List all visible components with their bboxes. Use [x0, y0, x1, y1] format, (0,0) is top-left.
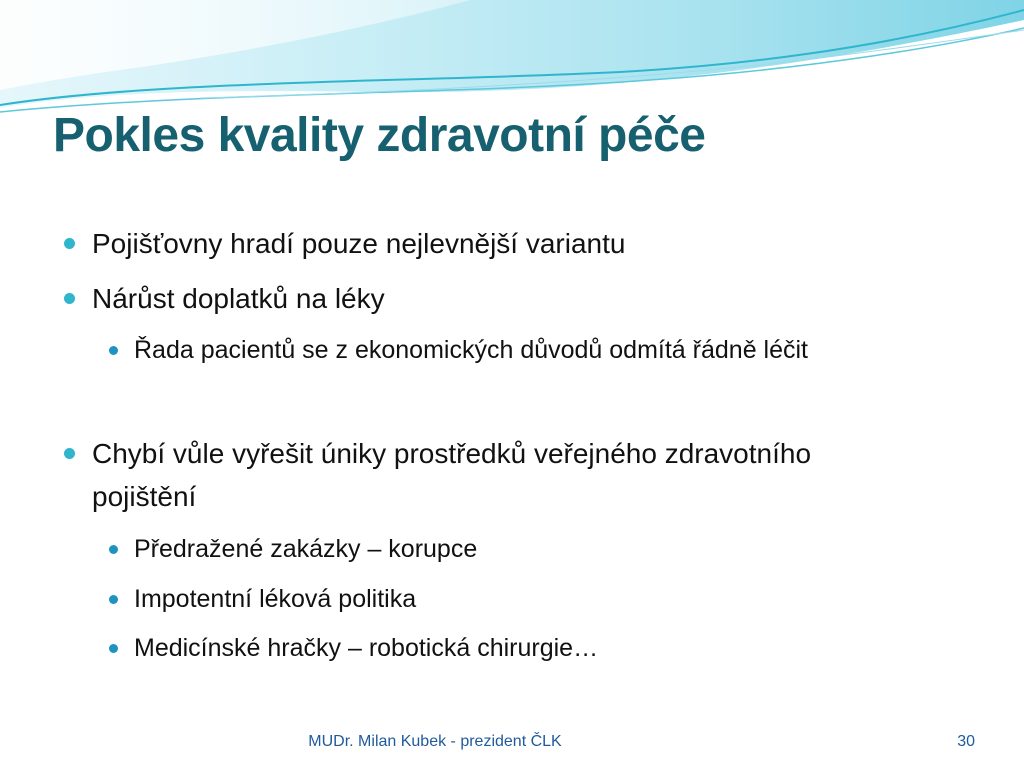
bullet-item: Chybí vůle vyřešit úniky prostředků veřejného zdravotního: [92, 438, 812, 469]
sub-bullet-item: Předražené zakázky – korupce: [134, 535, 478, 563]
page-number: 30: [957, 733, 975, 750]
sub-bullet-dot-icon: [109, 595, 118, 604]
footer-author: MUDr. Milan Kubek - prezident ČLK: [308, 733, 562, 750]
sub-bullet-item: Impotentní léková politika: [134, 585, 417, 613]
sub-bullet-dot-icon: [109, 545, 118, 554]
bullet-item-continuation: pojištění: [92, 481, 197, 512]
bullet-dot-icon: [64, 448, 75, 459]
bullet-dot-icon: [64, 238, 75, 249]
bullet-item: Nárůst doplatků na léky: [92, 283, 385, 314]
bullet-item: Pojišťovny hradí pouze nejlevnější variantu: [92, 228, 626, 259]
bullet-dot-icon: [64, 293, 75, 304]
sub-bullet-dot-icon: [109, 346, 118, 355]
sub-bullet-item: Řada pacientů se z ekonomických důvodů odmítá řádně léčit: [134, 336, 808, 364]
slide-title: Pokles kvality zdravotní péče: [53, 109, 706, 162]
sub-bullet-item: Medicínské hračky – robotická chirurgie…: [134, 634, 599, 662]
sub-bullet-dot-icon: [109, 644, 118, 653]
